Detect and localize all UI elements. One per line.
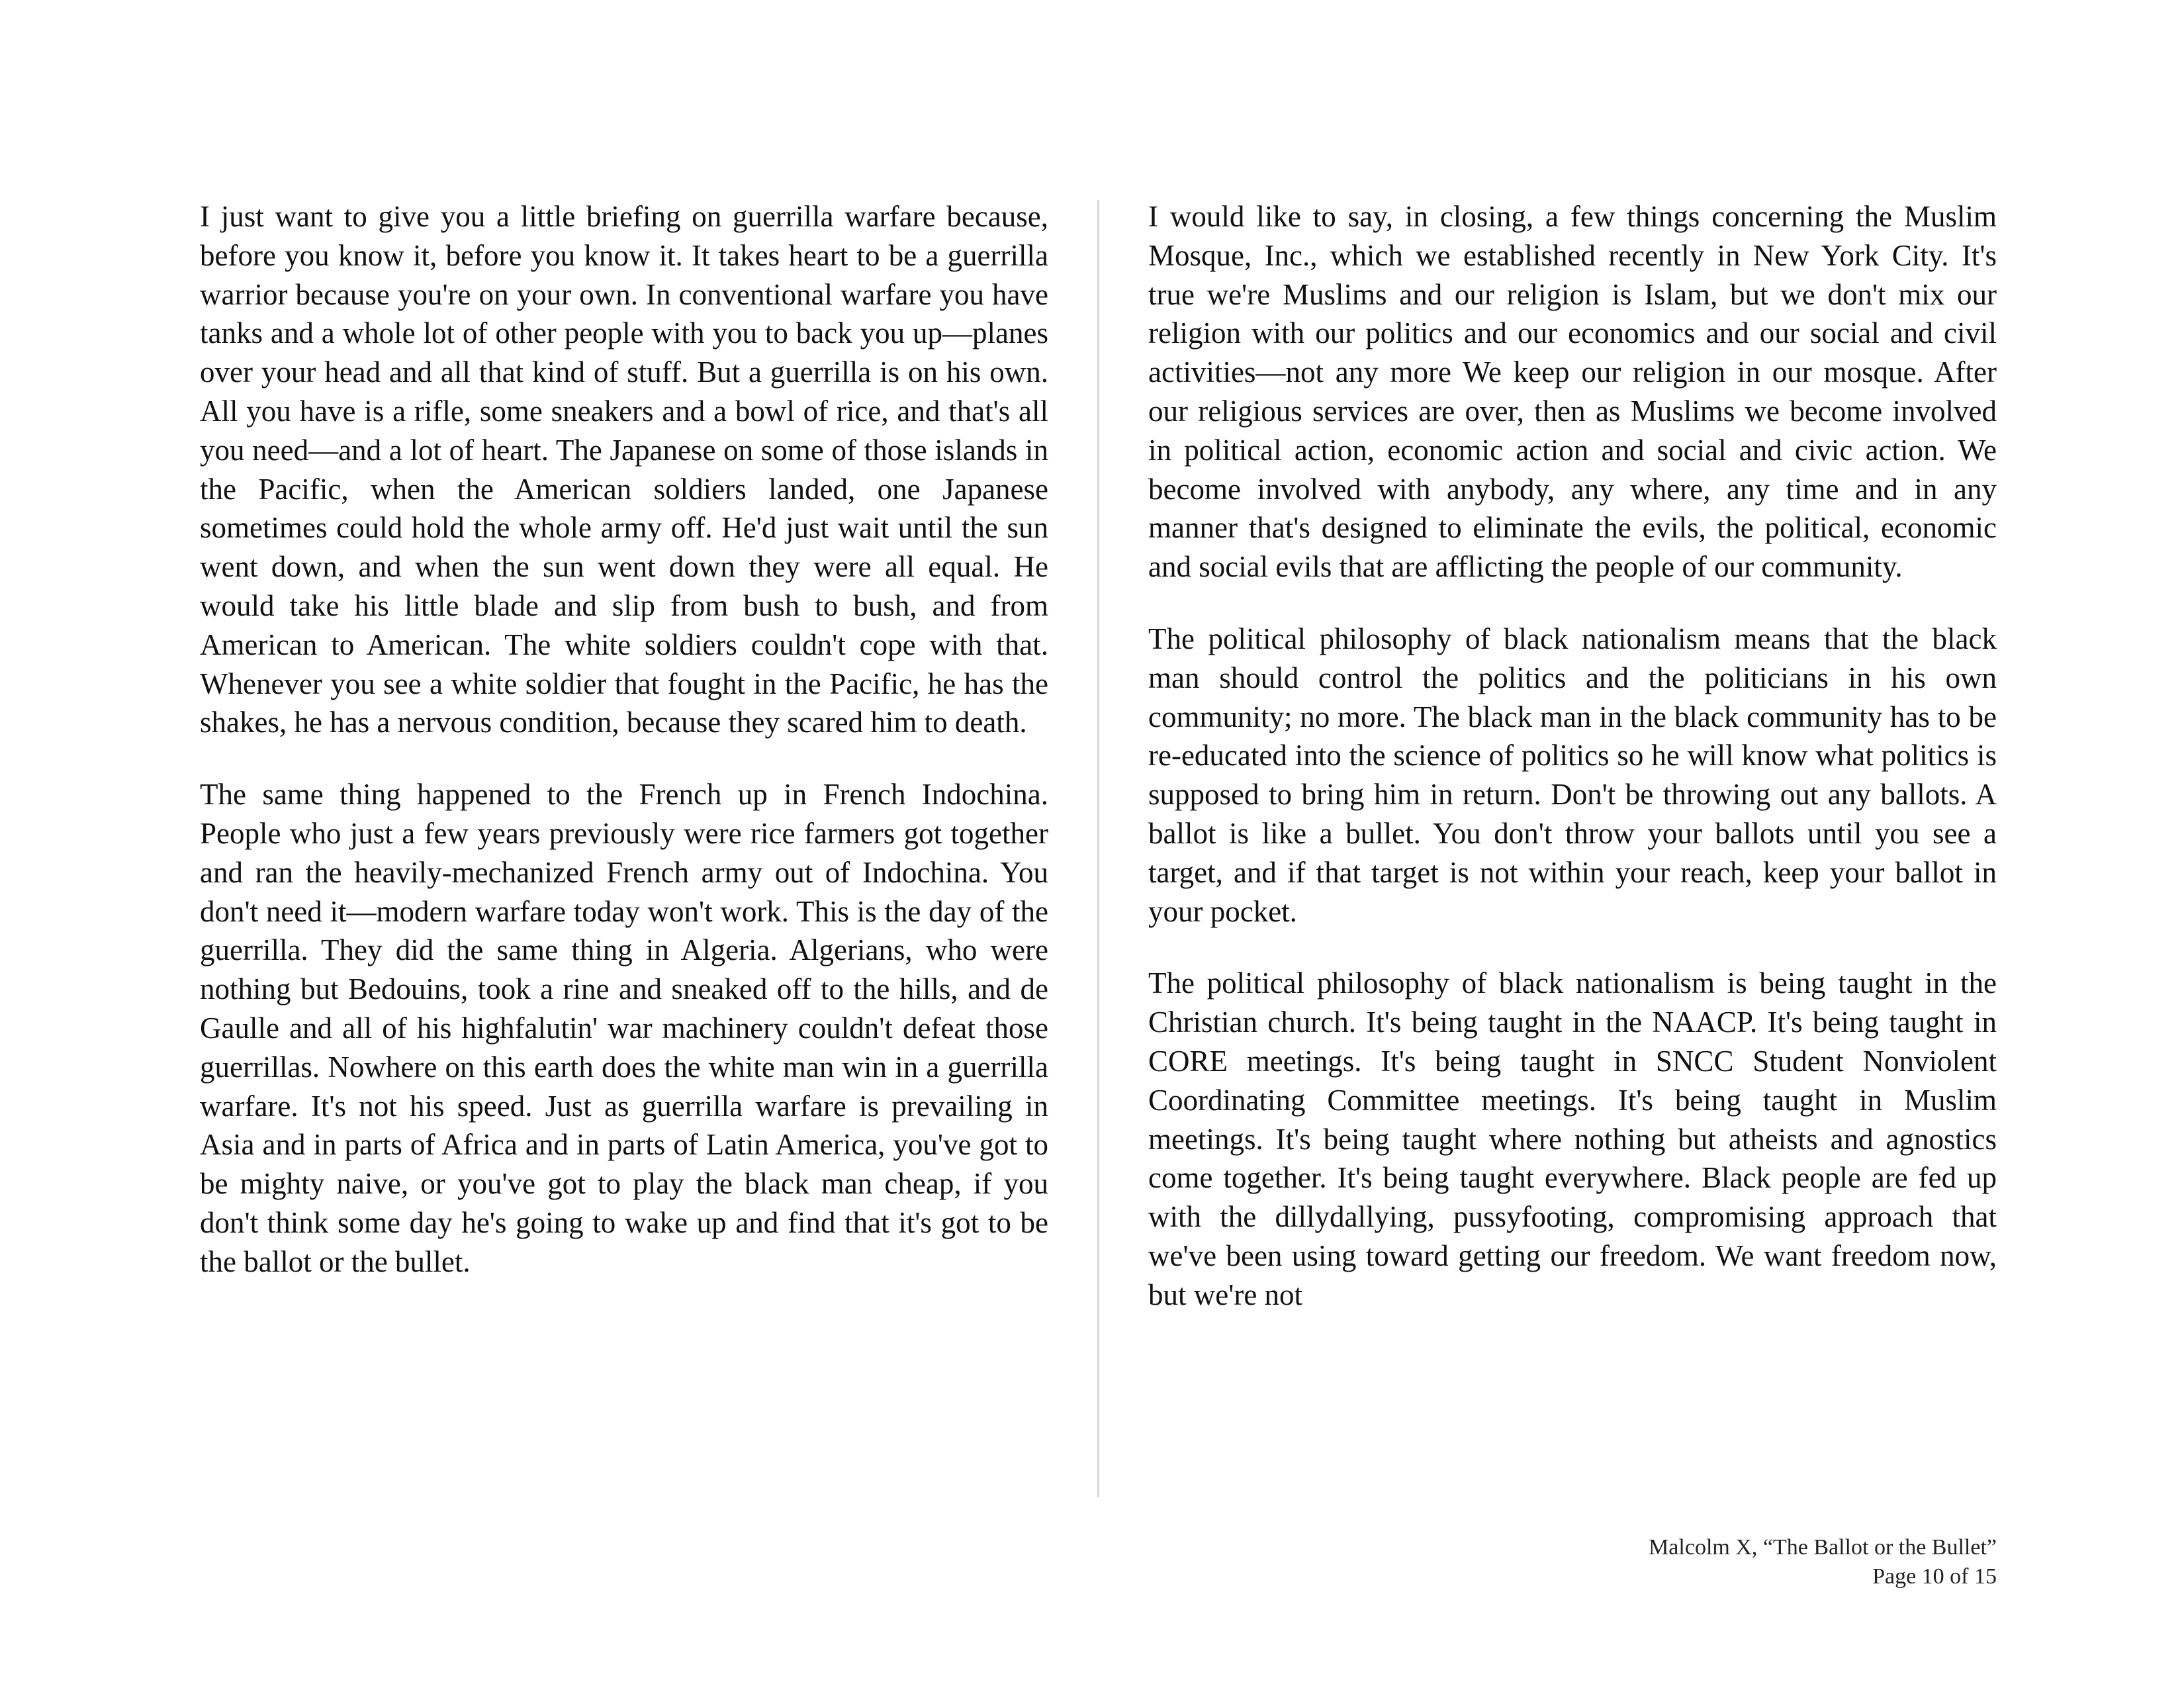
paragraph-guerrilla-briefing: I just want to give you a little briefing on guerrilla warfare because, before you know it, before you know it. It takes heart to be a guerrilla warrior because you're on your own. In conventional warfare you have tanks and a whole lot of other people with you to back you up—planes over your head and all that kind of stuff. But a guerrilla is on his own. All you have is a rifle, some sneakers and a bowl of rice, and that's all you need—and a lot of heart. The Japanese on some of those islands in the Pacific, when the American soldiers landed, one Japanese sometimes could hold the whole army off. He'd just wait until the sun went down, and when the sun went down they were all equal. He would take his little blade and slip from bush to bush, and from American to American. The white soldiers couldn't cope with that. Whenever you see a white soldier that fought in the Pacific, he has the shakes, he has a nervous condition, because they scared him to death. (200, 200, 1048, 739)
paragraph-philosophy-taught: The political philosophy of black nationalism is being taught in the Christian church. It's being taught in the NAACP. It's being taught in CORE meetings. It's being taught in SNCC Student Nonviolent Coordinating Committee meetings. It's being taught in Muslim meetings. It's being taught where nothing but atheists and agnostics come together. It's being taught everywhere. Black people are fed up with the dillydallying, pussyfooting, compromising approach that we've been using toward getting our freedom. We want freedom now, but we're not (1148, 966, 1997, 1311)
footer-page-number: Page 10 of 15 (1872, 1564, 1997, 1589)
right-column (1148, 197, 1997, 1348)
paragraph-political-philosophy: The political philosophy of black nationalism means that the black man should control the politics and the politicians in his own community; no more. The black man in the black community has to be re-educated into the science of politics so he will know what politics is supposed to bring him in return. Don't be throwing out any ballots. A ballot is like a bullet. You don't throw your ballots until you see a target, and if that target is not within your reach, keep your ballot in your pocket. (1148, 622, 1997, 928)
page-footer (1649, 1533, 1997, 1591)
column-divider (1097, 200, 1099, 1497)
footer-source: Malcolm X, “The Ballot or the Bullet” (1649, 1535, 1997, 1560)
paragraph-french-indochina: The same thing happened to the French up in French Indochina. People who just a few years previously were rice farmers got together and ran the heavily-mechanized French army out of Indochina. You don't need it—modern warfare today won't work. This is the day of the guerrilla. They did the same thing in Algeria. Algerians, who were nothing but Bedouins, took a rine and sneaked off to the hills, and de Gaulle and all of his highfalutin' war machinery couldn't defeat those guerrillas. Nowhere on this earth does the white man win in a guerrilla warfare. It's not his speed. Just as guerrilla warfare is prevailing in Asia and in parts of Africa and in parts of Latin America, you've got to be mighty naive, or you've got to play the black man cheap, if you don't think some day he's going to wake up and find that it's got to be the ballot or the bullet. (200, 778, 1048, 1278)
left-column (200, 197, 1048, 1315)
paragraph-muslim-mosque: I would like to say, in closing, a few things concerning the Muslim Mosque, Inc., which we established recently in New York City. It's true we're Muslims and our religion is Islam, but we don't mix our religion with our politics and our economics and our social and civil activities—not any more We keep our religion in our mosque. After our religious services are over, then as Muslims we become involved in political action, economic action and social and civic action. We become involved with anybody, any where, any time and in any manner that's designed to eliminate the evils, the political, economic and social evils that are afflicting the people of our community. (1148, 200, 1997, 584)
